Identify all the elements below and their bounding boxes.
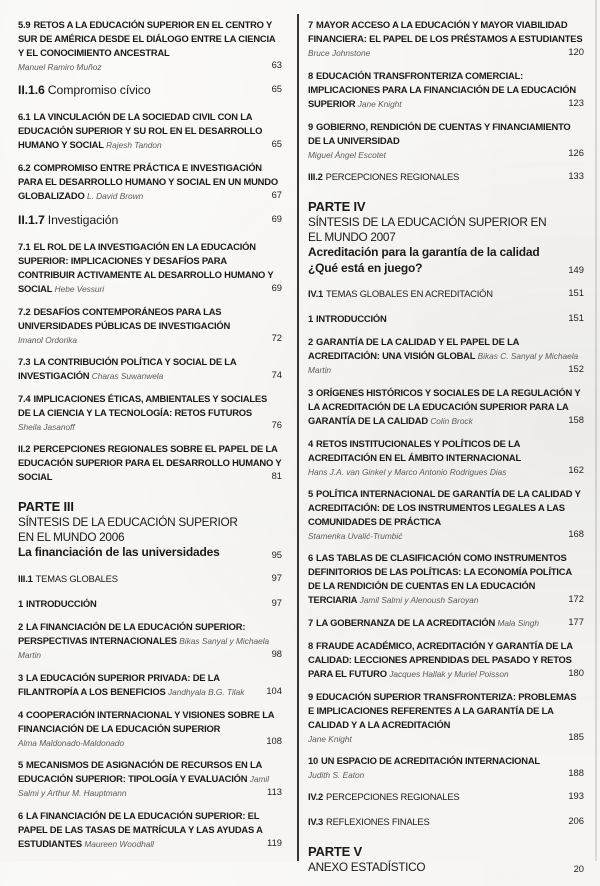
entry-page-number: 104 <box>266 684 282 696</box>
entry-page-number: 65 <box>271 138 282 149</box>
entry-page-number: 151 <box>568 287 584 298</box>
entry-title: LA GOBERNANZA DE LA ACREDITACIÓN <box>316 617 496 628</box>
entry-text <box>18 18 282 73</box>
entry-title: POLÍTICA INTERNACIONAL DE GARANTÍA DE LA CALIDAD Y ACREDITACIÓN: DE LOS INSTRUMENTOS LEGALES A LAS COMUNIDADES DE PRÁCTICA <box>308 488 581 527</box>
entry-number: IV.1 <box>308 288 324 299</box>
entry-number: 8 <box>308 70 314 81</box>
toc-entry <box>308 437 584 478</box>
entry-author: Jamil Salmi y Alenoush Saroyan <box>359 595 479 605</box>
entry-title: PERCEPCIONES REGIONALES <box>325 171 460 182</box>
entry-text <box>18 355 282 383</box>
entry-number: 7.1 <box>18 241 31 252</box>
entry-page-number: 120 <box>568 46 584 57</box>
part-heading <box>308 844 584 875</box>
entry-title: UN ESPACIO DE ACREDITACIÓN INTERNACIONAL <box>321 755 540 766</box>
toc-entry <box>308 487 584 542</box>
entry-title: INTRODUCCIÓN <box>26 597 97 609</box>
entry-number: 2 <box>18 620 24 632</box>
entry-number: 5.9 <box>18 19 31 30</box>
entry-number: 5 <box>308 488 314 499</box>
part-title-line: ANEXO ESTADÍSTICO <box>308 860 426 874</box>
entry-number: 7.3 <box>18 356 31 367</box>
entry-text <box>308 386 584 428</box>
entry-title: DESAFÍOS CONTEMPORÁNEOS PARA LAS UNIVERSIDADES PÚBLICAS DE INVESTIGACIÓN <box>18 306 231 331</box>
entry-number: 7.2 <box>18 306 31 317</box>
entry-page-number: 151 <box>568 312 584 323</box>
entry-number: IV.2 <box>308 791 324 802</box>
toc-entry <box>18 240 282 296</box>
entry-number: 4 <box>308 438 314 449</box>
entry-title: FRAUDE ACADÉMICO, ACREDITACIÓN Y GARANTÍA DE LA CALIDAD: LECCIONES APRENDIDAS DEL PASADO Y RETOS PARA EL FUTURO <box>308 640 573 679</box>
entry-text <box>308 18 584 60</box>
toc-entry <box>308 616 584 630</box>
part-title-line: EL MUNDO 2007 <box>308 230 396 244</box>
entry-text <box>308 287 584 301</box>
part-heading <box>308 199 584 276</box>
entry-page-number: 65 <box>271 83 282 94</box>
entry-number: II.1.6 <box>18 83 45 97</box>
toc-entry <box>308 18 584 60</box>
entry-title: LA FINANCIACIÓN DE LA EDUCACIÓN SUPERIOR: EL PAPEL DE LAS TASAS DE MATRÍCULA Y LAS AYUDAS A ESTUDIANTES <box>18 809 263 849</box>
toc-entry <box>18 758 282 800</box>
entry-text <box>18 240 282 296</box>
toc-column-left <box>18 18 282 860</box>
toc-entry <box>308 815 584 829</box>
entry-page-number: 63 <box>271 59 282 70</box>
entry-page-number: 69 <box>271 282 282 293</box>
entry-title: PERCEPCIONES REGIONALES SOBRE EL PAPEL DE LA EDUCACIÓN SUPERIOR PARA EL DESARROLLO HUMANO Y SOCIAL <box>18 443 282 482</box>
entry-author: Bruce Johnstone <box>308 48 371 58</box>
entry-title: ORÍGENES HISTÓRICOS Y SOCIALES DE LA REGULACIÓN Y LA ACREDITACIÓN DE LA EDUCACIÓN SUPERIOR PARA LA GARANTÍA DE LA CALIDAD <box>308 387 581 426</box>
toc-entry <box>18 355 282 383</box>
entry-author: Colin Brock <box>430 416 473 426</box>
entry-author: Bikas Sanyal y Michaela Martin <box>18 635 270 660</box>
toc-entry <box>18 161 282 203</box>
entry-number: IV.3 <box>308 816 324 827</box>
entry-page-number: 133 <box>568 170 584 181</box>
entry-author: Manuel Ramiro Muñoz <box>18 62 102 72</box>
entry-author: Hans J.A. van Ginkel y Marco Antonio Rodrigues Dias <box>308 467 507 477</box>
entry-number: 7.4 <box>18 393 31 404</box>
entry-page-number: 113 <box>267 785 282 797</box>
entry-number: 7 <box>308 19 314 30</box>
toc-entry <box>18 620 282 662</box>
entry-title: LA EDUCACIÓN SUPERIOR PRIVADA: DE LA FILANTROPÍA A LOS BENEFICIOS <box>18 671 220 697</box>
entry-number: 7 <box>308 617 314 628</box>
toc-entry <box>308 754 584 781</box>
entry-author: Jacques Hallak y Muriel Poisson <box>389 669 509 679</box>
part-heading <box>18 499 282 561</box>
entry-author: Jamil Salmi y Arthur M. Hauptmann <box>18 773 270 798</box>
entry-text <box>308 790 584 804</box>
entry-title: LAS TABLAS DE CLASIFICACIÓN COMO INSTRUMENTOS DEFINITORIOS DE LAS POLÍTICAS: LA ECONOMÍA POLÍTICA DE LA RENDICIÓN DE CUENTAS EN LA EDUCACIÓN TERCIARIA <box>308 552 572 605</box>
entry-page-number: 67 <box>271 189 282 200</box>
entry-number: II.2 <box>18 443 31 454</box>
toc-entry <box>308 170 584 184</box>
entry-author: Judith S. Eaton <box>308 770 365 780</box>
toc-entry <box>308 312 584 326</box>
entry-author: Jane Knight <box>308 734 352 744</box>
entry-title: COOPERACIÓN INTERNACIONAL Y VISIONES SOBRE LA FINANCIACIÓN DE LA EDUCACIÓN SUPERIOR <box>18 708 274 734</box>
entry-page-number: 172 <box>568 593 584 604</box>
part-subtitle-line: La financiación de las universidades <box>18 545 220 559</box>
entry-title: RETOS A LA EDUCACIÓN SUPERIOR EN EL CENTRO Y SUR DE AMÉRICA DESDE EL DIÁLOGO ENTRE LA CIENCIA Y EL CONOCIMIENTO ANCESTRAL <box>18 19 276 58</box>
entry-number: 9 <box>308 121 314 132</box>
entry-page-number: 20 <box>573 863 584 874</box>
entry-text <box>308 437 584 478</box>
entry-title: IMPLICACIONES ÉTICAS, AMBIENTALES Y SOCIALES DE LA CIENCIA Y LA TECNOLOGÍA: RETOS FUTUROS <box>18 393 268 418</box>
entry-number: 6.1 <box>18 111 31 122</box>
entry-page-number: 206 <box>568 815 584 826</box>
part-title-line: SÍNTESIS DE LA EDUCACIÓN SUPERIOR EN <box>308 215 547 229</box>
entry-text <box>308 639 584 681</box>
entry-number: 6 <box>18 809 24 821</box>
entry-title: GARANTÍA DE LA CALIDAD Y EL PAPEL DE LA ACREDITACIÓN: UNA VISIÓN GLOBAL <box>308 336 519 361</box>
entry-author: Rajesh Tandon <box>106 140 162 150</box>
entry-title: RETOS INSTITUCIONALES Y POLÍTICOS DE LA ACREDITACIÓN EN EL ÁMBITO INTERNACIONAL <box>308 438 522 463</box>
scan-edge-line <box>595 0 597 861</box>
entry-title: LA VINCULACIÓN DE LA SOCIEDAD CIVIL CON LA EDUCACIÓN SUPERIOR Y SU ROL EN EL DESARROLLO HUMANO Y SOCIAL <box>18 111 263 150</box>
entry-author: Bikas C. Sanyal y Michaela Martin <box>308 351 579 375</box>
entry-number: 8 <box>308 640 314 651</box>
entry-title: MAYOR ACCESO A LA EDUCACIÓN Y MAYOR VIABILIDAD FINANCIERA: EL PAPEL DE LOS PRÉSTAMOS A ESTUDIANTES <box>308 19 583 44</box>
entry-number: 6.2 <box>18 162 31 173</box>
part-label: PARTE V <box>308 844 362 859</box>
entry-title: PERCEPCIONES REGIONALES <box>326 791 460 802</box>
toc-entry <box>18 305 282 346</box>
entry-text <box>308 487 584 542</box>
entry-author: Miguel Ángel Escotet <box>308 150 386 160</box>
part-label: PARTE III <box>18 499 74 514</box>
entry-page-number: 74 <box>271 369 282 380</box>
entry-title: LA FINANCIACIÓN DE LA EDUCACIÓN SUPERIOR: PERSPECTIVAS INTERNACIONALES <box>18 620 246 646</box>
entry-number: 3 <box>18 671 24 683</box>
entry-title: MECANISMOS DE ASIGNACIÓN DE RECURSOS EN LA EDUCACIÓN SUPERIOR: TIPOLOGÍA Y EVALUACIÓN <box>18 758 262 784</box>
entry-page-number: 177 <box>568 616 584 627</box>
entry-page-number: 123 <box>568 97 584 108</box>
entry-title: EL ROL DE LA INVESTIGACIÓN EN LA EDUCACIÓN SUPERIOR: IMPLICACIONES Y DESAFÍOS PARA CONTRIBUIR ACTIVAMENTE AL DESARROLLO HUMANO Y SOCIAL <box>18 241 274 294</box>
entry-author: Hebe Vessuri <box>54 284 105 294</box>
part-subtitle-line: Acreditación para la garantía de la calidad <box>308 245 540 259</box>
entry-page-number: 180 <box>568 667 584 678</box>
entry-text <box>308 170 584 184</box>
entry-page-number: 95 <box>271 548 282 560</box>
column-divider-rule <box>297 14 299 861</box>
entry-author: Maureen Woodhall <box>84 838 154 849</box>
entry-title: Compromiso cívico <box>47 83 151 97</box>
toc-entry <box>18 809 282 851</box>
toc-entry <box>308 120 584 161</box>
entry-number: III.1 <box>18 572 33 584</box>
entry-number: 6 <box>308 552 314 563</box>
entry-text <box>308 335 584 377</box>
entry-author: Jandhyala B.G. Tilak <box>167 686 245 697</box>
entry-page-number: 168 <box>568 528 584 539</box>
entry-text <box>308 690 584 745</box>
entry-page-number: 119 <box>267 836 282 848</box>
toc-entry <box>308 790 584 804</box>
toc-entry <box>18 597 282 611</box>
entry-author: Stamenka Uvalić-Trumbić <box>308 531 403 541</box>
toc-entry <box>308 335 584 377</box>
entry-author: Sheila Jasanoff <box>18 422 75 432</box>
entry-page-number: 126 <box>568 147 584 158</box>
toc-entry <box>308 639 584 681</box>
toc-entry <box>308 551 584 607</box>
entry-title: EDUCACIÓN TRANSFRONTERIZA COMERCIAL: IMPLICACIONES PARA LA FINANCIACIÓN DE LA EDUCACIÓN SUPERIOR <box>308 70 576 109</box>
entry-text <box>308 551 584 607</box>
toc-entry <box>18 572 282 586</box>
entry-text <box>18 110 282 152</box>
entry-page-number: 69 <box>271 213 282 224</box>
entry-author: Alma Maldonado-Maldonado <box>18 737 125 748</box>
entry-number: 9 <box>308 691 314 702</box>
entry-text <box>18 82 282 98</box>
toc-entry <box>18 82 282 98</box>
entry-text <box>308 312 584 326</box>
entry-page-number: 81 <box>271 470 282 481</box>
entry-text <box>308 754 584 781</box>
entry-page-number: 193 <box>568 790 584 801</box>
entry-text <box>18 305 282 346</box>
part-subtitle-line: ¿Qué está en juego? <box>308 260 423 275</box>
part-label: PARTE IV <box>308 199 366 214</box>
entry-author: L. David Brown <box>86 191 144 201</box>
entry-number: 2 <box>308 336 314 347</box>
toc-entry <box>308 287 584 301</box>
entry-number: 1 <box>308 313 314 324</box>
entry-text <box>18 671 282 699</box>
entry-text <box>18 758 282 800</box>
toc-entry <box>308 69 584 111</box>
toc-entry <box>18 110 282 152</box>
entry-number: II.1.7 <box>18 213 45 227</box>
entry-number: 3 <box>308 387 314 398</box>
entry-author: Charas Suwanwela <box>91 371 164 381</box>
toc-entry <box>18 708 282 749</box>
entry-page-number: 98 <box>271 647 282 659</box>
entry-title: TEMAS GLOBALES <box>35 572 118 584</box>
toc-column-right <box>308 18 584 886</box>
entry-page-number: 149 <box>568 264 584 275</box>
part-title-line: EN EL MUNDO 2006 <box>18 530 125 544</box>
entry-title: Investigación <box>47 213 119 227</box>
toc-entry <box>308 386 584 428</box>
entry-number: 10 <box>308 755 319 766</box>
entry-text <box>308 69 584 111</box>
entry-text <box>18 572 282 586</box>
entry-title: INTRODUCCIÓN <box>316 313 387 324</box>
entry-number: 5 <box>18 758 24 770</box>
toc-entry <box>18 212 282 228</box>
toc-entry <box>18 671 282 699</box>
entry-text <box>308 815 584 829</box>
entry-page-number: 158 <box>568 414 584 425</box>
entry-text <box>18 212 282 228</box>
entry-text <box>18 809 282 851</box>
entry-author: Mala Singh <box>497 618 539 628</box>
entry-title: GOBIERNO, RENDICIÓN DE CUENTAS Y FINANCIAMIENTO DE LA UNIVERSIDAD <box>308 121 571 146</box>
entry-text <box>18 161 282 203</box>
entry-page-number: 185 <box>568 731 584 742</box>
entry-text <box>308 616 584 630</box>
entry-page-number: 97 <box>271 596 282 608</box>
entry-text <box>308 120 584 161</box>
entry-title: LA CONTRIBUCIÓN POLÍTICA Y SOCIAL DE LA INVESTIGACIÓN <box>18 356 237 381</box>
entry-number: 1 <box>18 597 24 609</box>
entry-number: 4 <box>18 708 24 720</box>
entry-text <box>18 708 282 749</box>
entry-title: REFLEXIONES FINALES <box>326 816 430 827</box>
toc-entry <box>18 392 282 433</box>
entry-title: EDUCACIÓN SUPERIOR TRANSFRONTERIZA: PROBLEMAS E IMPLICACIONES REFERENTES A LA GARANTÍA DE LA CALIDAD Y A LA ACREDITACIÓN <box>308 691 577 730</box>
entry-author: Jane Knight <box>357 99 402 109</box>
entry-author: Imanol Ordorika <box>18 335 78 345</box>
toc-entry <box>308 690 584 745</box>
entry-page-number: 108 <box>266 734 282 746</box>
entry-text <box>18 442 282 484</box>
entry-page-number: 188 <box>568 767 584 778</box>
toc-entry <box>18 442 282 484</box>
entry-page-number: 97 <box>271 571 282 583</box>
part-title-line: SÍNTESIS DE LA EDUCACIÓN SUPERIOR <box>18 515 238 529</box>
entry-title: TEMAS GLOBALES EN ACREDITACIÓN <box>326 288 493 299</box>
entry-page-number: 76 <box>271 419 282 430</box>
entry-title: COMPROMISO ENTRE PRÁCTICA E INVESTIGACIÓN PARA EL DESARROLLO HUMANO Y SOCIAL EN UN MUNDO GLOBALIZADO <box>18 162 278 201</box>
entry-text <box>18 597 282 611</box>
entry-number: III.2 <box>308 171 323 182</box>
entry-page-number: 152 <box>568 363 584 374</box>
toc-entry <box>18 18 282 73</box>
entry-text <box>18 392 282 433</box>
entry-page-number: 162 <box>568 464 584 475</box>
entry-page-number: 72 <box>271 332 282 343</box>
entry-text <box>18 620 282 662</box>
